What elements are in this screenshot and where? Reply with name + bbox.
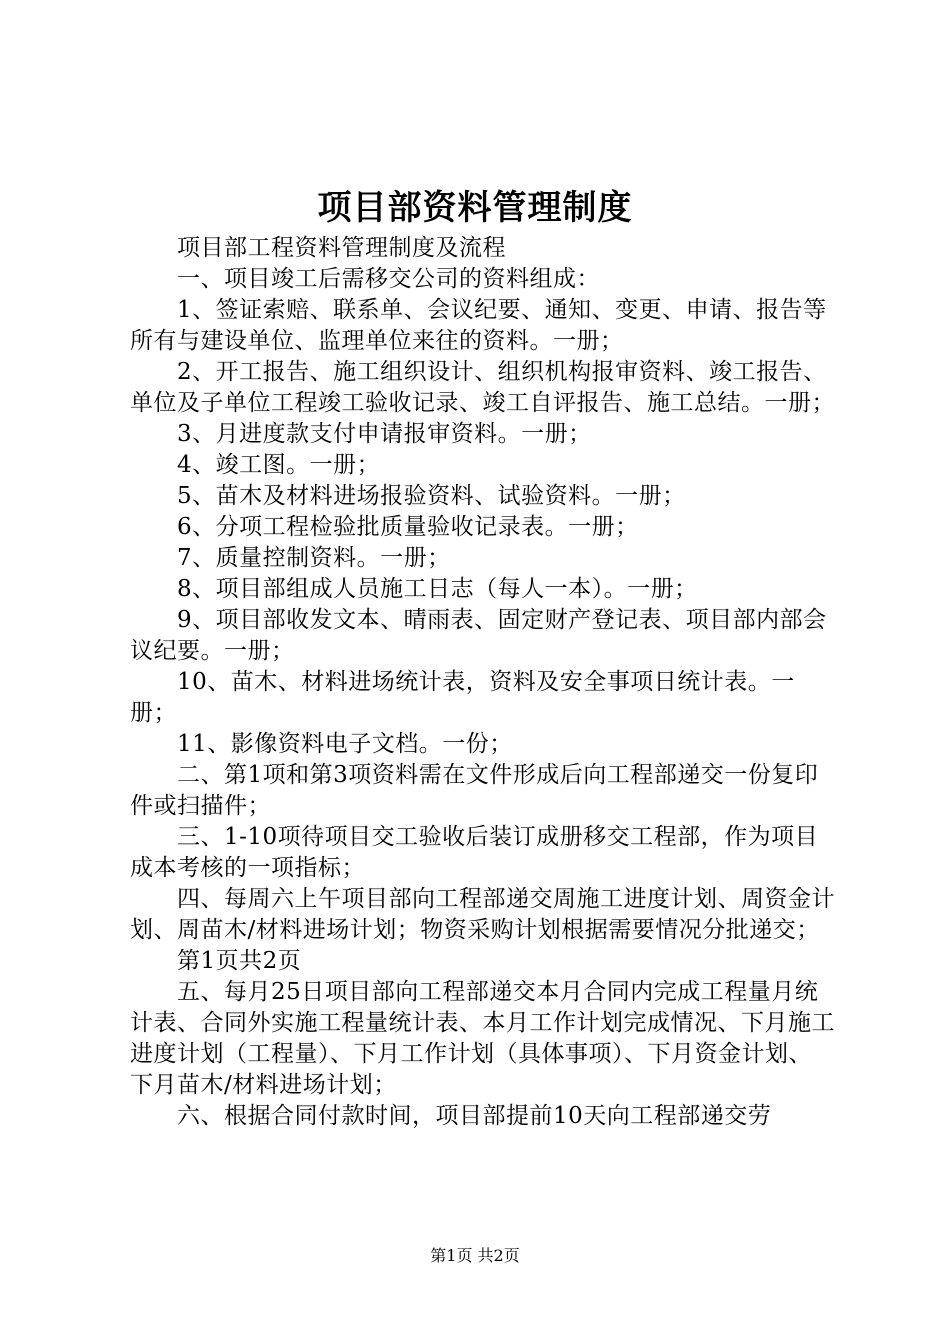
paragraph: 四、每周六上午项目部向工程部递交周施工进度计划、周资金计划、周苗木/材料进场计划；物资采购计划根据需要情况分批递交； bbox=[130, 886, 835, 943]
paragraph: 项目部工程资料管理制度及流程 bbox=[177, 235, 506, 261]
paragraph: 六、根据合同付款时间，项目部提前10天向工程部递交劳 bbox=[177, 1103, 772, 1129]
paragraph: 11、影像资料电子文档。一份； bbox=[177, 731, 513, 757]
page-footer: 第1页 共2页 bbox=[430, 1246, 520, 1265]
paragraph: 二、第1项和第3项资料需在文件形成后向工程部递交一份复印件或扫描件； bbox=[130, 762, 819, 819]
inline-page-marker: 第1页共2页 bbox=[177, 948, 302, 974]
paragraph: 3、月进度款支付申请报审资料。一册； bbox=[177, 421, 592, 447]
paragraph: 5、苗木及材料进场报验资料、试验资料。一册； bbox=[177, 483, 686, 509]
paragraph: 一、项目竣工后需移交公司的资料组成： bbox=[177, 266, 600, 292]
paragraph: 9、项目部收发文本、晴雨表、固定财产登记表、项目部内部会议纪要。一册； bbox=[130, 607, 827, 664]
paragraph: 8、项目部组成人员施工日志（每人一本）。一册； bbox=[177, 576, 698, 602]
document-title: 项目部资料管理制度 bbox=[317, 188, 633, 228]
paragraph: 1、签证索赔、联系单、会议纪要、通知、变更、申请、报告等所有与建设单位、监理单位来往的资料。一册； bbox=[130, 297, 827, 354]
paragraph: 6、分项工程检验批质量验收记录表。一册； bbox=[177, 514, 639, 540]
paragraph: 7、质量控制资料。一册； bbox=[177, 545, 451, 571]
paragraph: 10、苗木、材料进场统计表，资料及安全事项日统计表。一册； bbox=[130, 669, 795, 726]
paragraph: 2、开工报告、施工组织设计、组织机构报审资料、竣工报告、单位及子单位工程竣工验收记录、竣工自评报告、施工总结。一册； bbox=[130, 359, 835, 416]
paragraph: 五、每月25日项目部向工程部递交本月合同内完成工程量月统计表、合同外实施工程量统计表、本月工作计划完成情况、下月施工进度计划（工程量）、下月工作计划（具体事项）、下月资金计划、下月苗木/材料进场计划； bbox=[130, 979, 835, 1098]
paragraph: 三、1-10项待项目交工验收后装订成册移交工程部，作为项目成本考核的一项指标； bbox=[130, 824, 819, 881]
paragraph: 4、竣工图。一册； bbox=[177, 452, 381, 478]
document-body bbox=[130, 233, 835, 1132]
